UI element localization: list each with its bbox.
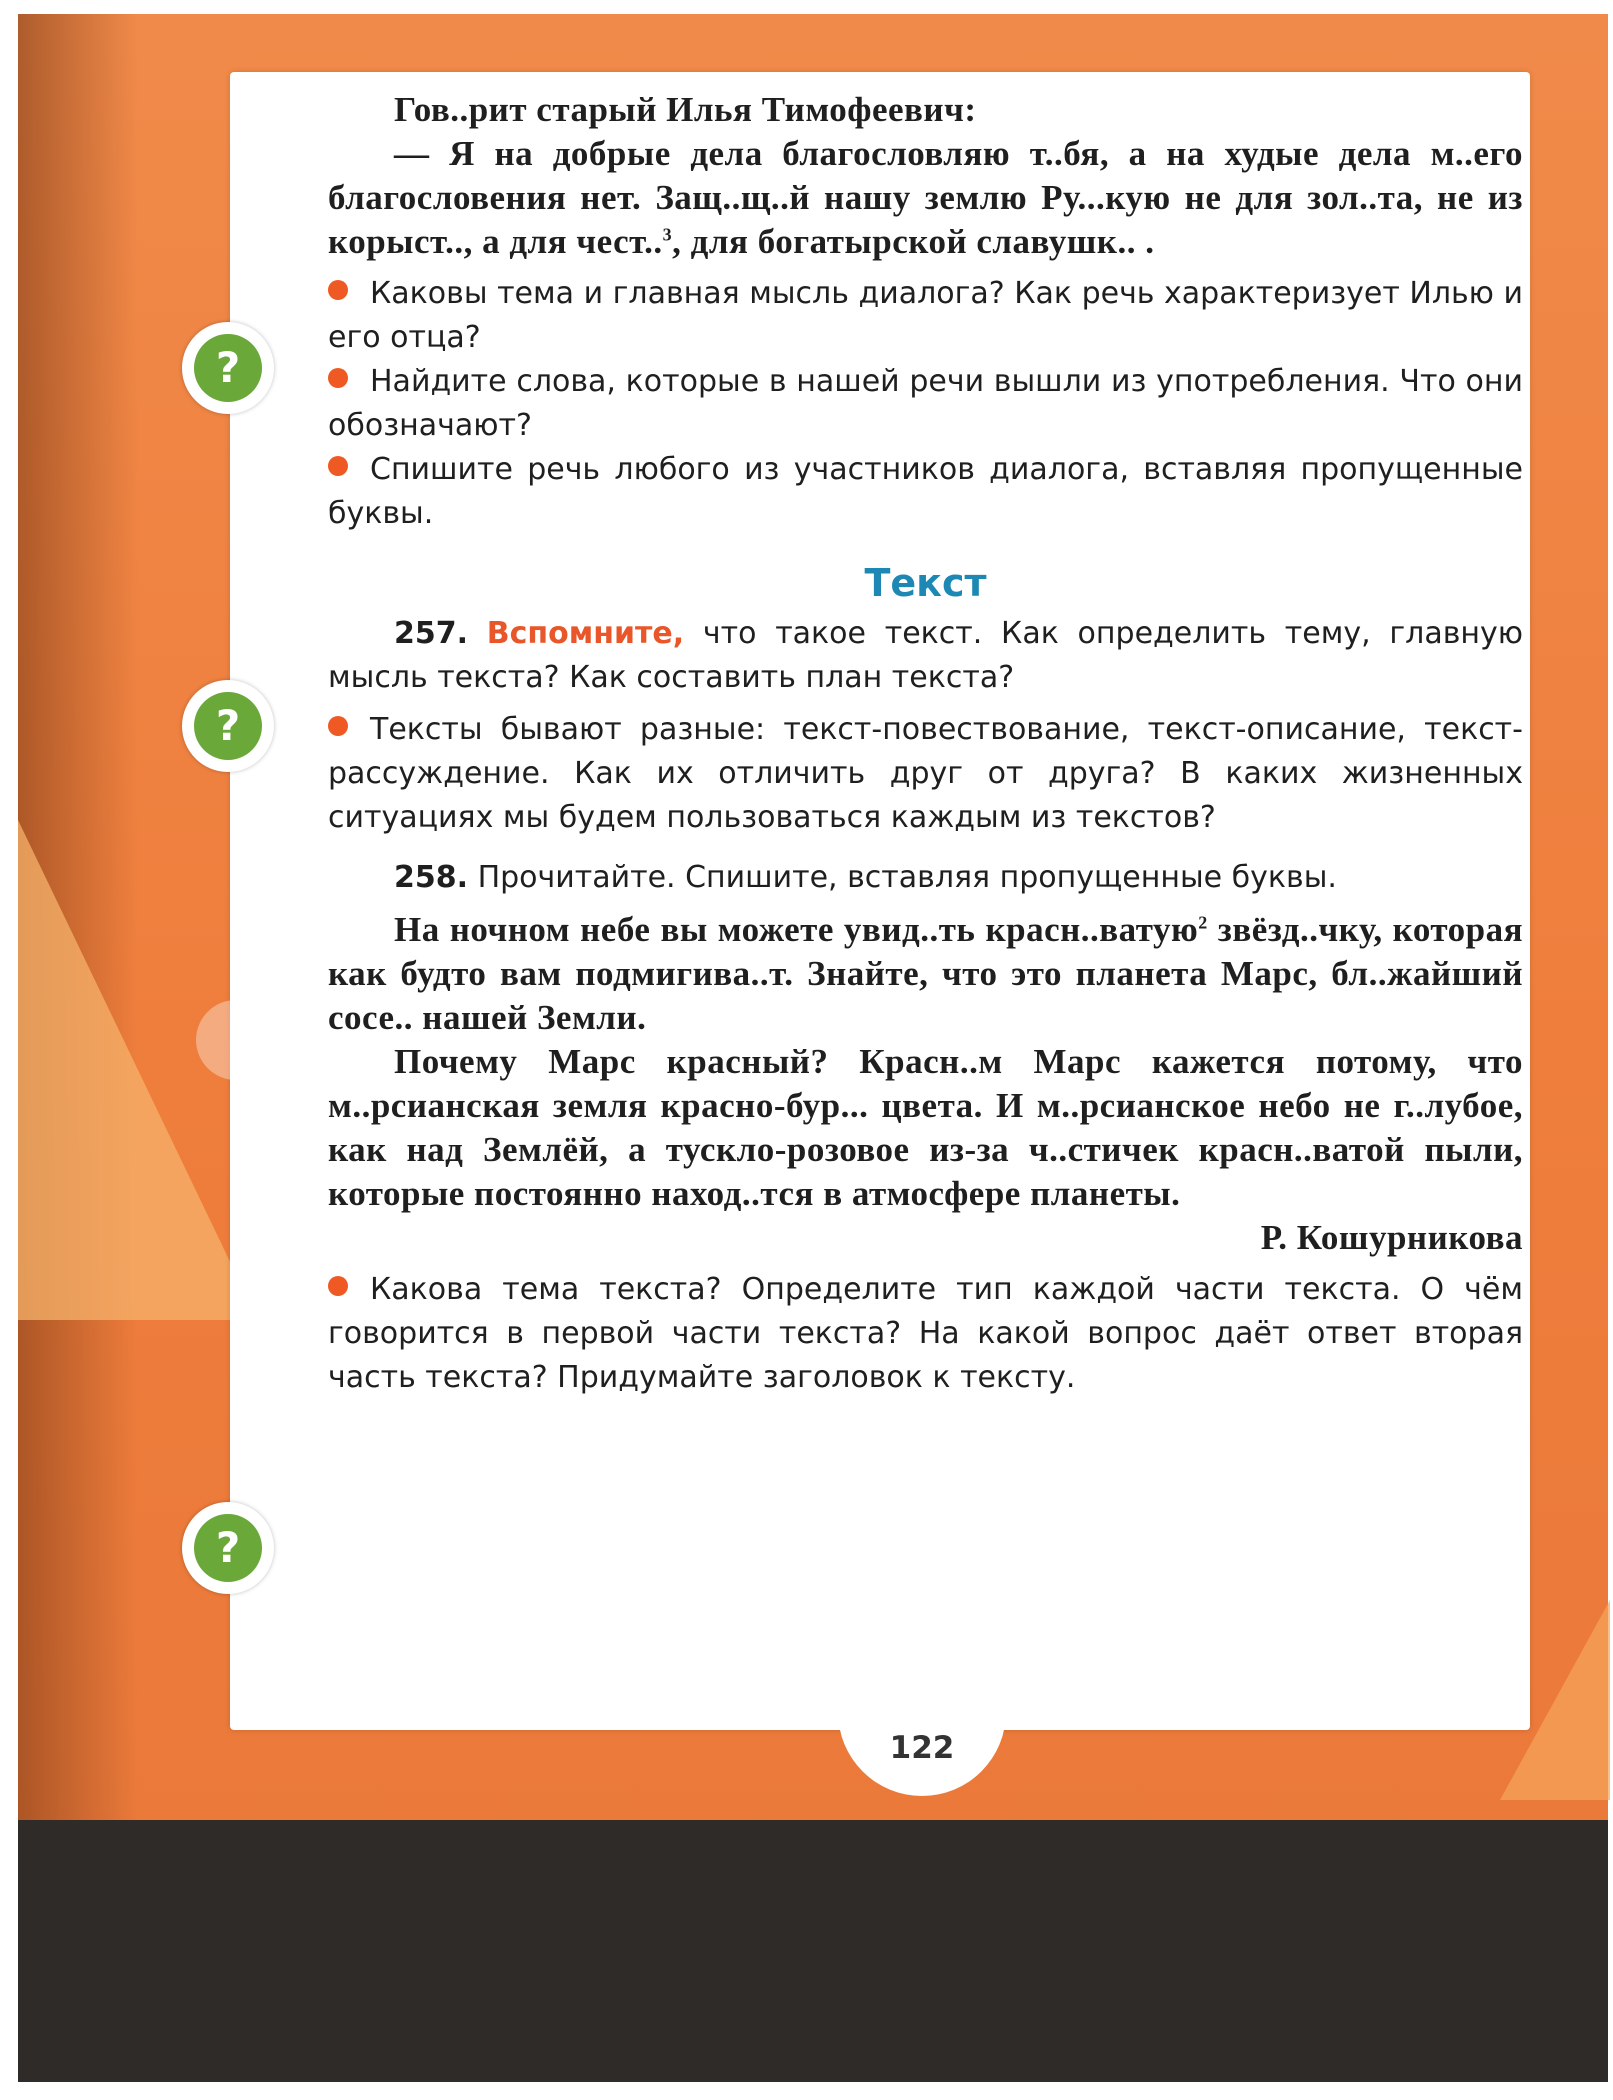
scanner-bed	[18, 1820, 1608, 2082]
exercise-258: 258. Прочитайте. Спишите, вставляя пропущенные буквы.	[394, 860, 1337, 895]
exercise-number: 258.	[394, 860, 469, 895]
recall-highlight: Вспомните,	[486, 616, 685, 651]
bullet-icon	[328, 368, 348, 388]
question-item: Найдите слова, которые в нашей речи вышли из употребления. Что они обозначают?	[328, 364, 1523, 443]
bullet-icon	[328, 716, 348, 736]
text-paragraph: Почему Марс красный? Красн..м Марс кажется потому, что м..рсианская земля красно-бур... цвета. И м..рсианское небо не г..лубое, как над Землёй, а тускло-розовое из-за ч..стичек красн..ватой пыли, которые постоянно наход..тся в атмосфере планеты.	[328, 1042, 1523, 1213]
footnote-mark: 3	[662, 224, 673, 245]
text-paragraph: На ночном небе вы можете увид..ть красн..ватую$^2$ звёзд..чку, которая как будто вам подмигива..т. Знайте, что это планета Марс, бл..жайший сосе.. нашей Земли.	[328, 910, 1524, 1037]
author: Р. Кошурникова	[1260, 1218, 1523, 1257]
question-item: Спишите речь любого из участников диалога, вставляя пропущенные буквы.	[328, 452, 1523, 531]
question-icon: ?	[182, 1502, 274, 1594]
faded-icon	[196, 1000, 276, 1080]
dialogue-intro: Гов..рит старый Илья Тимофеевич:	[394, 90, 977, 129]
question-item: Каковы тема и главная мысль диалога? Как речь характеризует Илью и его отца?	[328, 276, 1523, 355]
exercise-number: 257.	[394, 616, 469, 651]
page-number: 122	[889, 1730, 955, 1766]
exercise-257-bullet: Тексты бывают разные: текст-повествование, текст-описание, текст-рассуждение. Как их отличить друг от друга? В каких жизненных ситуациях мы будем пользоваться каждым из текстов?	[328, 712, 1523, 835]
bullet-icon	[328, 1276, 348, 1296]
question-icon: ?	[182, 680, 274, 772]
page-content	[328, 88, 1523, 1400]
question-icon: ?	[182, 322, 274, 414]
exercise-257: 257. Вспомните, что такое текст. Как определить тему, главную мысль текста? Как составить план текста?	[328, 616, 1523, 695]
bullet-icon	[328, 456, 348, 476]
bullet-icon	[328, 280, 348, 300]
footnote-mark: 2	[1198, 912, 1208, 933]
question-item: Какова тема текста? Определите тип каждой части текста. О чём говорится в первой части текста? На какой вопрос даёт ответ вторая часть текста? Придумайте заголовок к тексту.	[328, 1272, 1523, 1395]
section-title: Текст	[864, 561, 987, 605]
dialogue-speech: — Я на добрые дела благословляю т..бя, а на худые дела м..его благословения нет. Защ..щ..й нашу землю Ру...кую не для зол..та, не из корыст.., а для чест..$^3$, для богатырской славушк.. .	[328, 134, 1523, 261]
